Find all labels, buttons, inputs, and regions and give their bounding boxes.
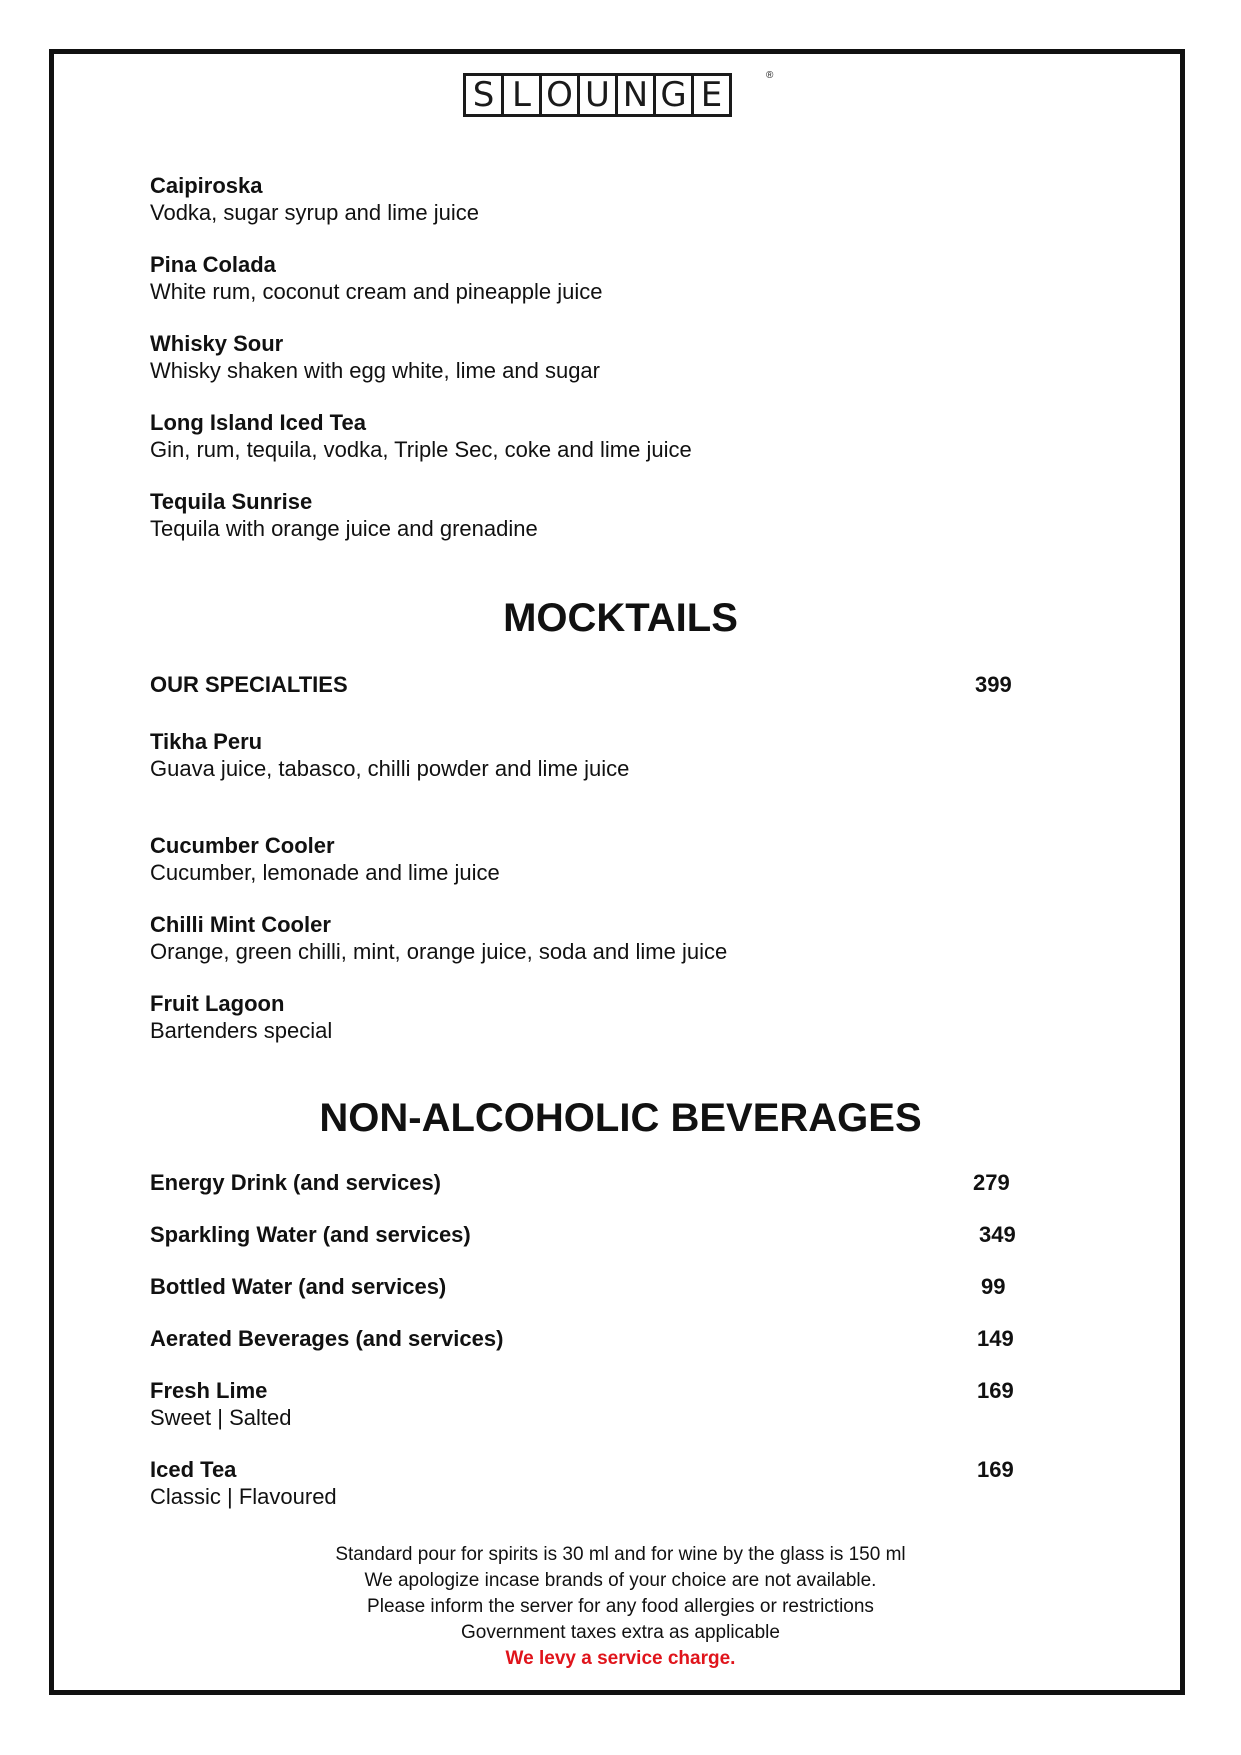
logo-letter: S	[463, 73, 504, 117]
item-price: 279	[973, 1170, 1010, 1195]
item-description: White rum, coconut cream and pineapple juice	[150, 279, 603, 304]
item-description: Classic | Flavoured	[150, 1484, 337, 1509]
slounge-logo	[463, 73, 732, 119]
item-name: Chilli Mint Cooler	[150, 912, 331, 937]
specialties-label: OUR SPECIALTIES	[150, 672, 348, 697]
footer-line: Please inform the server for any food allergies or restrictions	[367, 1596, 874, 1617]
menu-item-caipiroska	[150, 172, 479, 226]
item-price: 149	[977, 1326, 1014, 1351]
item-name: Tikha Peru	[150, 729, 263, 754]
menu-item-whisky-sour	[150, 330, 600, 384]
registered-mark: ®	[766, 70, 774, 81]
menu-item-pina-colada	[150, 251, 602, 305]
logo-letter: O	[539, 73, 580, 117]
item-name: Fruit Lagoon	[150, 991, 285, 1016]
item-name: Energy Drink (and services)	[150, 1170, 442, 1195]
item-price: 169	[977, 1457, 1014, 1482]
menu-item-chilli-mint-cooler	[150, 911, 727, 965]
menu-item-fruit-lagoon	[150, 990, 332, 1044]
footer-line: Standard pour for spirits is 30 ml and for wine by the glass is 150 ml	[335, 1544, 906, 1565]
section-title-non-alcoholic: NON-ALCOHOLIC BEVERAGES	[319, 1096, 922, 1140]
menu-item-fresh-lime	[150, 1377, 291, 1431]
menu-item-tequila-sunrise	[150, 488, 538, 542]
logo-letter: E	[691, 73, 732, 117]
item-description: Orange, green chilli, mint, orange juice, soda and lime juice	[150, 939, 728, 964]
item-name: Aerated Beverages (and services)	[150, 1326, 504, 1351]
footer-line: We apologize incase brands of your choice are not available.	[364, 1570, 877, 1591]
menu-item-cucumber-cooler	[150, 832, 500, 886]
item-name: Long Island Iced Tea	[150, 410, 366, 435]
specialties-price: 399	[975, 672, 1012, 697]
item-name: Cucumber Cooler	[150, 833, 335, 858]
footer-notes	[0, 1542, 1241, 1672]
item-price: 169	[977, 1378, 1014, 1403]
menu-item-aerated-beverages	[150, 1325, 503, 1352]
logo-letter: L	[501, 73, 542, 117]
menu-item-bottled-water	[150, 1273, 446, 1300]
item-price: 349	[979, 1222, 1016, 1247]
item-price: 99	[981, 1274, 1006, 1299]
menu-item-tikha-peru	[150, 728, 629, 782]
item-name: Whisky Sour	[150, 331, 284, 356]
menu-item-sparkling-water	[150, 1221, 471, 1248]
item-name: Iced Tea	[150, 1457, 237, 1482]
item-name: Pina Colada	[150, 252, 276, 277]
item-name: Caipiroska	[150, 173, 263, 198]
item-name: Tequila Sunrise	[150, 489, 313, 514]
item-name: Sparkling Water (and services)	[150, 1222, 471, 1247]
logo-letter: U	[577, 73, 618, 117]
section-title-mocktails: MOCKTAILS	[503, 596, 738, 640]
item-description: Cucumber, lemonade and lime juice	[150, 860, 500, 885]
item-description: Sweet | Salted	[150, 1405, 292, 1430]
item-description: Bartenders special	[150, 1018, 333, 1043]
menu-item-long-island-iced-tea	[150, 409, 692, 463]
footer-line: Government taxes extra as applicable	[461, 1622, 780, 1643]
item-description: Tequila with orange juice and grenadine	[150, 516, 538, 541]
service-charge-note: We levy a service charge.	[505, 1648, 736, 1669]
logo-letter: N	[615, 73, 656, 117]
item-name: Fresh Lime	[150, 1378, 268, 1403]
menu-item-iced-tea	[150, 1456, 337, 1510]
specialties-row	[150, 671, 348, 698]
item-description: Gin, rum, tequila, vodka, Triple Sec, coke and lime juice	[150, 437, 692, 462]
item-description: Vodka, sugar syrup and lime juice	[150, 200, 479, 225]
item-description: Guava juice, tabasco, chilli powder and lime juice	[150, 756, 630, 781]
menu-item-energy-drink	[150, 1169, 441, 1196]
item-name: Bottled Water (and services)	[150, 1274, 447, 1299]
logo-letter: G	[653, 73, 694, 117]
item-description: Whisky shaken with egg white, lime and sugar	[150, 358, 600, 383]
